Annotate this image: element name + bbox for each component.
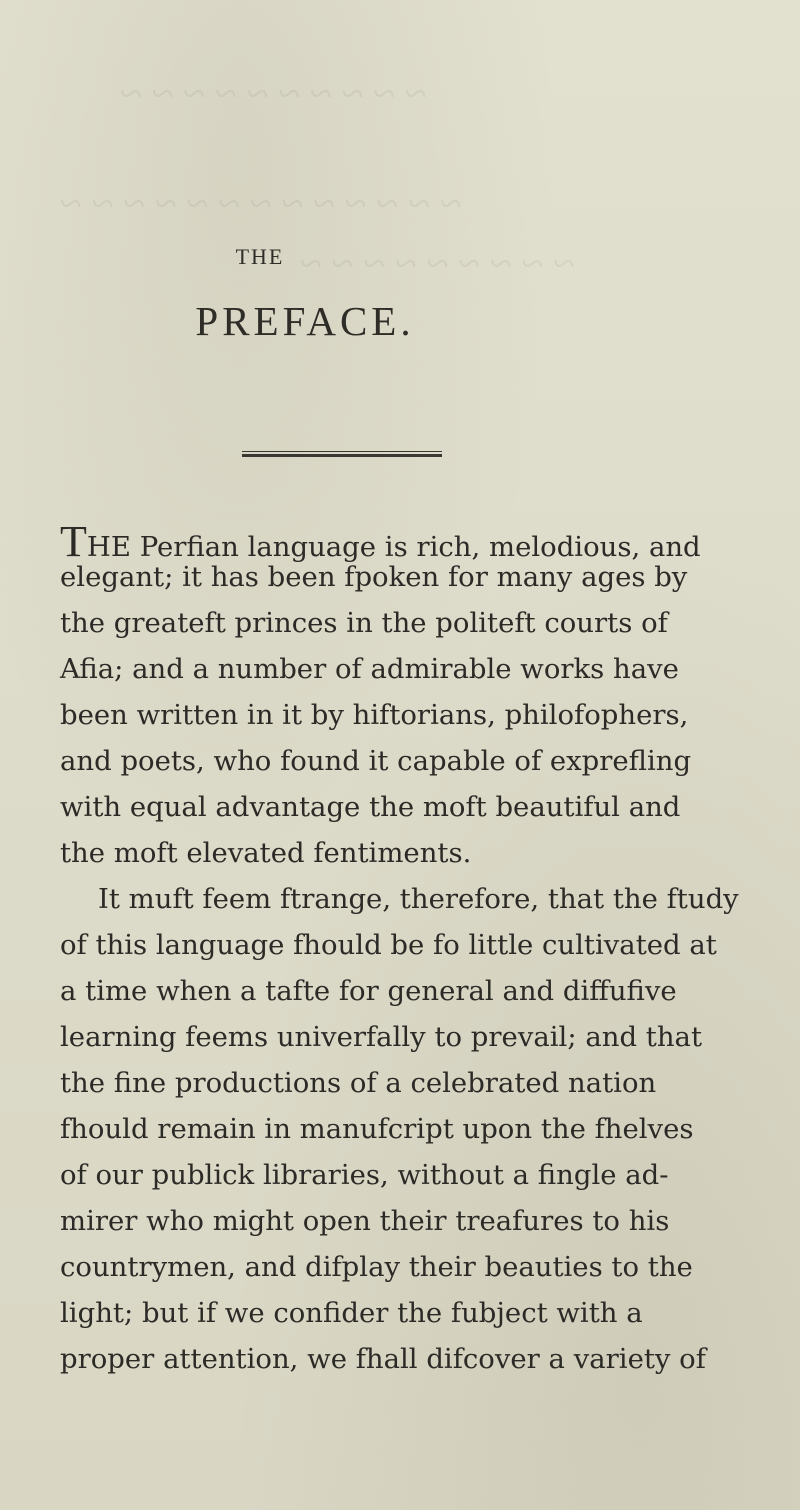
text-line: Afia; and a number of admirable works have <box>60 653 679 685</box>
text-line: and poets, who found it capable of exprefling <box>60 745 692 777</box>
title-text: PREFACE. <box>195 298 415 344</box>
text-line: countrymen, and difplay their beauties to the <box>60 1251 693 1283</box>
text-line: the greateft princes in the politeft courts of <box>60 607 668 639</box>
show-through-texture: ~ ~ ~ ~ ~ ~ ~ ~ ~ <box>300 241 575 286</box>
text-line: of this language fhould be fo little cultivated at <box>60 929 717 961</box>
text-line: the moft elevated fentiments. <box>60 837 472 869</box>
page-title <box>0 297 800 345</box>
text-line: a time when a tafte for general and diffufive <box>60 975 677 1007</box>
title-kicker <box>0 244 800 270</box>
text-line: It muft feem ftrange, therefore, that the ftudy <box>98 883 739 915</box>
kicker-text: THE <box>235 244 285 269</box>
text-line: fhould remain in manufcript upon the fhelves <box>60 1113 694 1145</box>
rule-thick-line <box>242 454 442 457</box>
text-line: elegant; it has been fpoken for many ages by <box>60 561 688 593</box>
text-line: light; but if we confider the fubject with a <box>60 1297 643 1329</box>
text-line: proper attention, we fhall difcover a variety of <box>60 1343 706 1375</box>
line-text: Perfian language is rich, melodious, and <box>130 531 701 563</box>
text-line: of our publick libraries, without a fingle ad- <box>60 1159 669 1191</box>
text-line: been written in it by hiftorians, philofophers, <box>60 699 689 731</box>
rule-thin-line <box>242 451 442 452</box>
text-line: the fine productions of a celebrated nation <box>60 1067 657 1099</box>
text-line: mirer who might open their treafures to his <box>60 1205 670 1237</box>
title-divider-rule <box>242 451 442 459</box>
text-line <box>60 517 701 566</box>
show-through-texture: ~ ~ ~ ~ ~ ~ ~ ~ ~ ~ ~ ~ ~ <box>60 181 462 226</box>
show-through-texture: ~ ~ ~ ~ ~ ~ ~ ~ ~ ~ <box>120 71 427 116</box>
first-word-rest: HE <box>86 531 131 563</box>
drop-cap: T <box>60 517 87 566</box>
text-line: learning feems univerfally to prevail; and that <box>60 1021 703 1053</box>
text-line: with equal advantage the moft beautiful and <box>60 791 681 823</box>
